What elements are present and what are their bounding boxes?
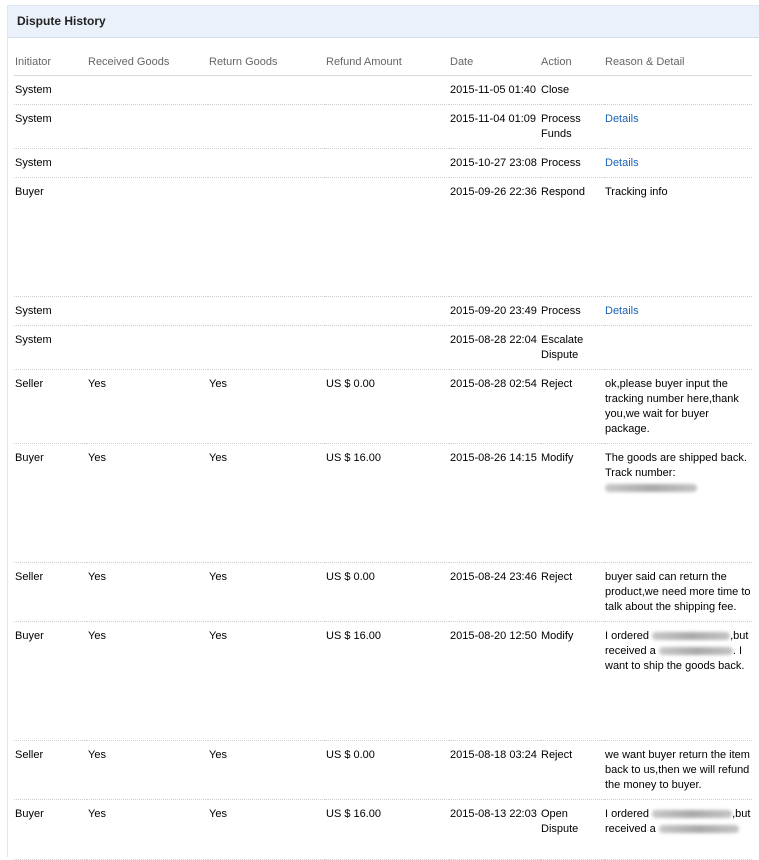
reason-text: . I want to ship the goods back. [605,645,745,672]
cell-date: 2015-09-20 23:49 [449,297,540,326]
cell-received-goods [87,297,208,326]
cell-reason [604,105,752,149]
cell-initiator: System [14,149,87,178]
table-row [14,178,752,297]
cell-return-goods: Yes [208,444,325,563]
cell-date: 2015-11-05 01:40 [449,76,540,105]
table-row [14,76,752,105]
col-header-received-goods: Received Goods [87,48,208,76]
cell-action: Escalate Dispute [540,326,604,370]
cell-received-goods: Yes [87,444,208,563]
cell-received-goods [87,178,208,297]
cell-reason [604,76,752,105]
cell-initiator: System [14,76,87,105]
cell-return-goods [208,76,325,105]
cell-initiator: System [14,105,87,149]
cell-initiator: System [14,326,87,370]
panel-title: Dispute History [17,14,106,28]
cell-received-goods: Yes [87,563,208,622]
reason-text: The goods are shipped back. [605,452,747,464]
cell-reason: Tracking info [604,178,752,297]
cell-action: Process [540,297,604,326]
cell-return-goods [208,326,325,370]
cell-action: Reject [540,370,604,444]
cell-initiator: Buyer [14,178,87,297]
cell-received-goods [87,326,208,370]
cell-date: 2015-08-20 12:50 [449,622,540,741]
cell-initiator: Seller [14,563,87,622]
details-link[interactable]: Details [605,305,639,317]
cell-refund-amount: US $ 16.00 [325,444,449,563]
cell-return-goods: Yes [208,622,325,741]
table-row [14,444,752,563]
reason-text: Track number: [605,467,676,479]
cell-refund-amount: US $ 16.00 [325,622,449,741]
col-header-action: Action [540,48,604,76]
cell-return-goods: Yes [208,370,325,444]
table-row [14,149,752,178]
col-header-date: Date [449,48,540,76]
cell-initiator: Seller [14,370,87,444]
cell-return-goods: Yes [208,563,325,622]
table-row [14,741,752,800]
cell-action: Process Funds [540,105,604,149]
cell-refund-amount [325,76,449,105]
cell-initiator: Buyer [14,800,87,860]
cell-date: 2015-09-26 22:36 [449,178,540,297]
col-header-refund-amount: Refund Amount [325,48,449,76]
cell-initiator: System [14,297,87,326]
cell-refund-amount [325,326,449,370]
cell-received-goods: Yes [87,370,208,444]
cell-reason [604,149,752,178]
cell-date: 2015-08-28 22:04 [449,326,540,370]
cell-received-goods: Yes [87,800,208,860]
cell-action: Modify [540,444,604,563]
cell-reason: ok,please buyer input the tracking number here,thank you,we wait for buyer package. [604,370,752,444]
cell-date: 2015-08-18 03:24 [449,741,540,800]
cell-return-goods [208,149,325,178]
reason-text: I ordered [605,808,650,820]
cell-return-goods [208,178,325,297]
cell-date: 2015-08-28 02:54 [449,370,540,444]
table-header-row [14,48,752,76]
redacted-text [659,825,739,833]
cell-refund-amount [325,149,449,178]
cell-date: 2015-08-24 23:46 [449,563,540,622]
cell-received-goods: Yes [87,741,208,800]
cell-refund-amount: US $ 0.00 [325,370,449,444]
cell-reason [604,297,752,326]
cell-received-goods: Yes [87,622,208,741]
details-link[interactable]: Details [605,113,639,125]
cell-reason: we want buyer return the item back to us,then we will refund the money to buyer. [604,741,752,800]
cell-date: 2015-11-04 01:09 [449,105,540,149]
table-row [14,326,752,370]
cell-initiator: Seller [14,741,87,800]
col-header-return-goods: Return Goods [208,48,325,76]
table-row [14,105,752,149]
cell-reason [604,326,752,370]
reason-text: ,but received a [605,808,751,835]
table-row [14,297,752,326]
redacted-text [652,632,730,640]
table-row [14,800,752,860]
panel-header [8,6,759,38]
cell-refund-amount [325,178,449,297]
cell-initiator: Buyer [14,444,87,563]
cell-reason [604,622,752,741]
cell-action: Process [540,149,604,178]
cell-return-goods [208,105,325,149]
col-header-initiator: Initiator [14,48,87,76]
cell-date: 2015-10-27 23:08 [449,149,540,178]
reason-text: I ordered [605,630,650,642]
cell-date: 2015-08-13 22:03 [449,800,540,860]
table-row [14,622,752,741]
cell-received-goods [87,76,208,105]
cell-return-goods: Yes [208,800,325,860]
cell-action: Respond [540,178,604,297]
cell-reason [604,800,752,860]
dispute-history-table [14,48,752,860]
table-row [14,563,752,622]
cell-refund-amount: US $ 16.00 [325,800,449,860]
cell-action: Close [540,76,604,105]
cell-action: Open Dispute [540,800,604,860]
details-link[interactable]: Details [605,157,639,169]
cell-reason [604,444,752,563]
cell-refund-amount [325,105,449,149]
cell-initiator: Buyer [14,622,87,741]
cell-received-goods [87,149,208,178]
cell-received-goods [87,105,208,149]
cell-date: 2015-08-26 14:15 [449,444,540,563]
cell-reason: buyer said can return the product,we need more time to talk about the shipping fee. [604,563,752,622]
table-row [14,370,752,444]
cell-action: Reject [540,741,604,800]
cell-return-goods: Yes [208,741,325,800]
cell-action: Modify [540,622,604,741]
cell-refund-amount: US $ 0.00 [325,741,449,800]
cell-return-goods [208,297,325,326]
cell-action: Reject [540,563,604,622]
redacted-tracking-number [605,484,697,492]
redacted-text [652,810,732,818]
reason-text: ,but received a [605,630,749,657]
col-header-reason-detail: Reason & Detail [604,48,752,76]
cell-refund-amount [325,297,449,326]
cell-refund-amount: US $ 0.00 [325,563,449,622]
redacted-text [659,647,733,655]
